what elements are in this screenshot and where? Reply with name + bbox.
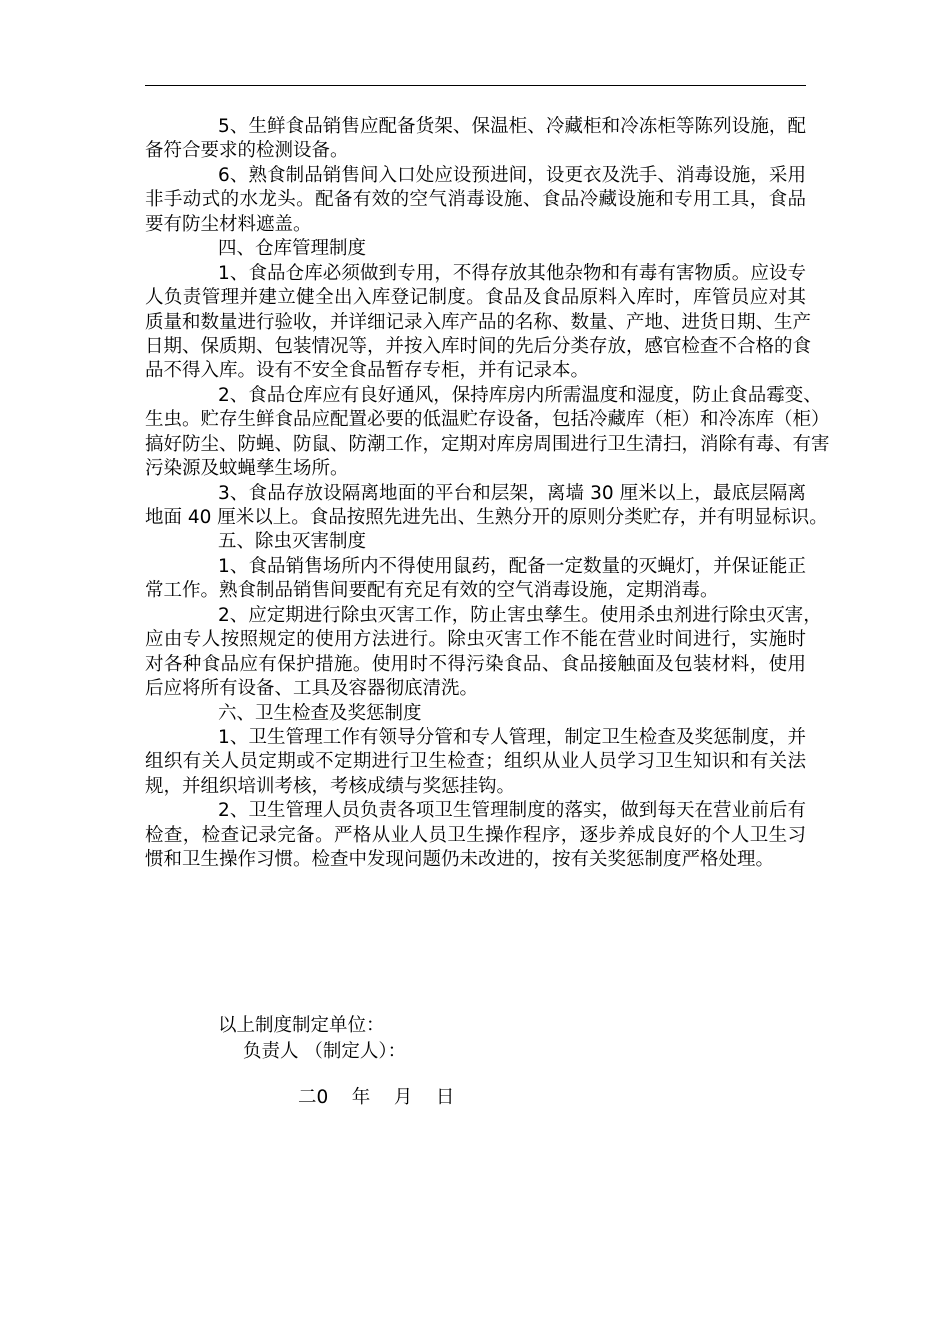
text-line: 备符合要求的检测设备。 [145,140,349,162]
text-line: 2、卫生管理人员负责各项卫生管理制度的落实，做到每天在营业前后有 [218,800,806,822]
text-line: 常工作。熟食制品销售间要配有充足有效的空气消毒设施，定期消毒。 [145,580,719,602]
text-line: 品不得入库。设有不安全食品暂存专柜，并有记录本。 [145,360,590,382]
paragraph [145,384,830,482]
text-line: 5、生鲜食品销售应配备货架、保温柜、冷藏柜和冷冻柜等陈列设施，配 [218,116,806,137]
signature-person: 负责人 （制定人）： [243,1041,407,1062]
paragraph [145,555,806,604]
paragraph [145,262,812,384]
text-line: 搞好防尘、防蝇、防鼠、防潮工作，定期对库房周围进行卫生清扫，消除有毒、有害 [145,433,830,455]
text-line: 1、卫生管理工作有领导分管和专人管理，制定卫生检查及奖惩制度，并 [218,726,806,748]
text-line: 2、应定期进行除虫灭害工作，防止害虫孳生。使用杀虫剂进行除虫灭害， [218,604,822,626]
text-line: 要有防尘材料遮盖。 [145,213,312,235]
text-line: 1、食品销售场所内不得使用鼠药，配备一定数量的灭蝇灯，并保证能正 [218,555,806,577]
paragraph [145,164,806,237]
text-line: 生虫。贮存生鲜食品应配置必要的低温贮存设备，包括冷藏库（柜）和冷冻库（柜） [145,409,830,431]
text-line: 应由专人按照规定的使用方法进行。除虫灭害工作不能在营业时间进行，实施时 [145,629,806,651]
text-line: 质量和数量进行验收，并详细记录入库产品的名称、数量、产地、进货日期、生产 [145,311,812,333]
section-heading [145,530,806,554]
text-line: 地面 40 厘米以上。食品按照先进先出、生熟分开的原则分类贮存，并有明显标识。 [145,507,828,528]
section-heading [145,702,806,726]
signature-date: 二0 年 月 日 [298,1087,455,1108]
header-rule [145,85,806,86]
text-line: 人负责管理并建立健全出入库登记制度。食品及食品原料入库时，库管员应对其 [145,287,806,309]
paragraph [145,604,822,702]
text-line: 6、熟食制品销售间入口处应设预进间，设更衣及洗手、消毒设施，采用 [218,164,806,186]
text-line: 2、食品仓库应有良好通风，保持库房内所需温度和湿度，防止食品霉变、 [218,384,822,406]
text-line: 六、卫生检查及奖惩制度 [218,702,422,724]
text-line: 规，并组织培训考核，考核成绩与奖惩挂钩。 [145,775,516,797]
text-line: 组织有关人员定期或不定期进行卫生检查；组织从业人员学习卫生知识和有关法 [145,751,806,773]
text-line: 惯和卫生操作习惯。检查中发现问题仍未改进的，按有关奖惩制度严格处理。 [145,849,775,871]
paragraph [145,726,806,799]
text-line: 五、除虫灭害制度 [218,531,367,553]
section-heading [145,237,806,261]
text-line: 检查，检查记录完备。严格从业人员卫生操作程序，逐步养成良好的个人卫生习 [145,824,806,846]
paragraph [145,799,806,872]
text-line: 污染源及蚊蝇孳生场所。 [145,458,349,480]
text-line: 1、食品仓库必须做到专用，不得存放其他杂物和有毒有害物质。应设专 [218,262,806,284]
text-line: 对各种食品应有保护措施。使用时不得污染食品、食品接触面及包装材料，使用 [145,653,806,675]
signature-unit: 以上制度制定单位： [218,1015,385,1036]
text-line: 日期、保质期、包装情况等，并按入库时间的先后分类存放，感官检查不合格的食 [145,335,812,357]
text-line: 四、仓库管理制度 [218,238,367,260]
text-line: 非手动式的水龙头。配备有效的空气消毒设施、食品冷藏设施和专用工具，食品 [145,189,806,211]
text-line: 后应将所有设备、工具及容器彻底清洗。 [145,678,479,700]
paragraph [145,482,828,531]
paragraph [145,115,806,164]
text-line: 3、食品存放设隔离地面的平台和层架，离墙 30 厘米以上，最底层隔离 [218,482,806,504]
document-body [145,115,830,873]
